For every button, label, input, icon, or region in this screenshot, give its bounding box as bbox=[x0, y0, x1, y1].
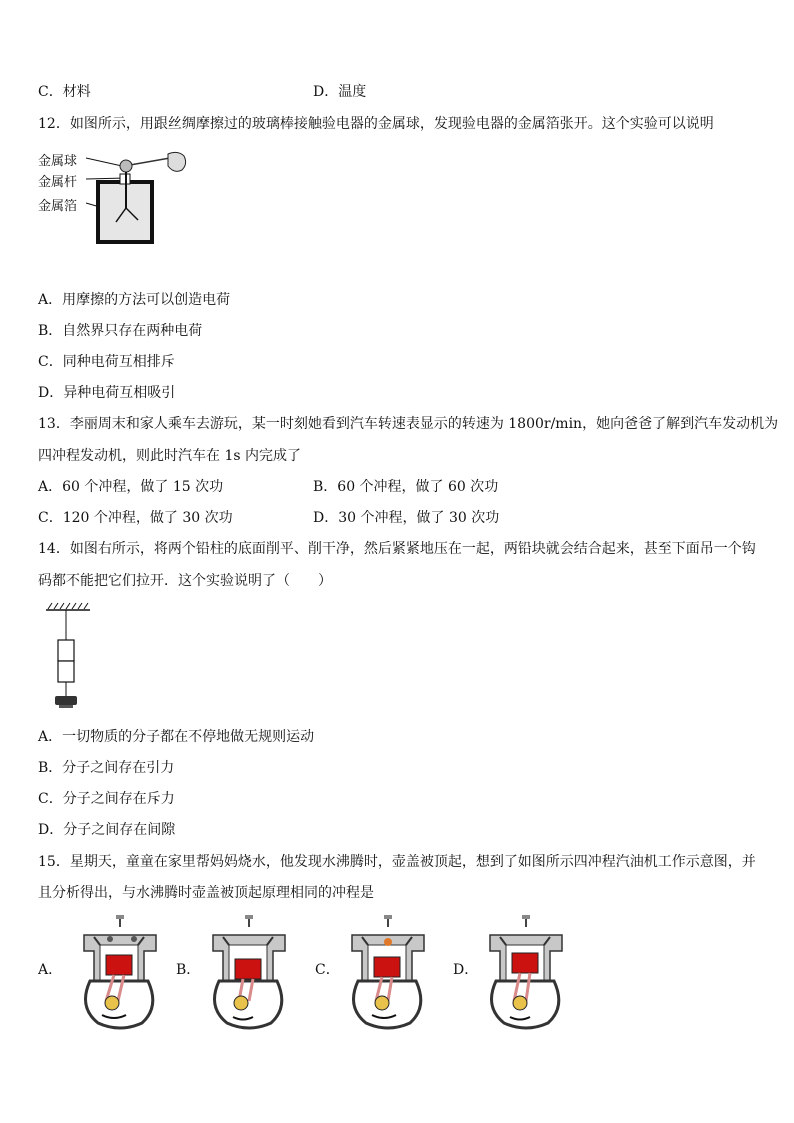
q14-option-d: D．分子之间存在间隙 bbox=[38, 822, 176, 838]
q14-stem-line1: 14．如图右所示，将两个铅柱的底面削平、削干净，然后紧紧地压在一起，两铅块就会结合起来，甚至下面吊一个钩 bbox=[38, 541, 756, 557]
q11-option-d: D．温度 bbox=[313, 84, 367, 100]
q13-option-a: A．60 个冲程，做了 15 次功 bbox=[38, 479, 224, 495]
label-metal-ball: 金属球 bbox=[38, 154, 78, 169]
q15-stem-line1: 15．星期天，童童在家里帮妈妈烧水，他发现水沸腾时，壶盖被顶起，想到了如图所示四冲程汽油机工作示意图，并 bbox=[38, 854, 756, 870]
q12-option-c: C．同种电荷互相排斥 bbox=[38, 354, 175, 370]
engine-diagram-c bbox=[332, 915, 452, 1030]
q12-option-a: A．用摩擦的方法可以创造电荷 bbox=[38, 292, 231, 308]
q13-option-b: B．60 个冲程，做了 60 次功 bbox=[313, 479, 499, 495]
q15-choice-b-letter: B． bbox=[176, 962, 201, 978]
q13-stem-line2: 四冲程发动机，则此时汽车在 1s 内完成了 bbox=[38, 448, 301, 464]
q14-option-c: C．分子之间存在斥力 bbox=[38, 791, 175, 807]
label-metal-rod: 金属杆 bbox=[38, 175, 78, 190]
lead-cylinder-figure bbox=[40, 600, 100, 715]
q14-stem-line2: 码都不能把它们拉开．这个实验说明了（ ） bbox=[38, 573, 332, 589]
label-metal-foil: 金属箔 bbox=[38, 199, 78, 214]
q12-option-b: B．自然界只存在两种电荷 bbox=[38, 323, 203, 339]
q13-option-c: C．120 个冲程，做了 30 次功 bbox=[38, 510, 233, 526]
q15-stem-line2: 且分析得出，与水沸腾时壶盖被顶起原理相同的冲程是 bbox=[38, 885, 374, 901]
engine-diagram-d bbox=[470, 915, 590, 1030]
engine-diagram-a bbox=[64, 915, 184, 1030]
engine-diagram-b bbox=[193, 915, 313, 1030]
q13-option-d: D．30 个冲程，做了 30 次功 bbox=[313, 510, 500, 526]
electroscope-drawing bbox=[38, 148, 208, 248]
q13-stem-line1: 13．李丽周末和家人乘车去游玩，某一时刻她看到汽车转速表显示的转速为 1800r/min，她向爸爸了解到汽车发动机为 bbox=[38, 416, 779, 432]
q15-choice-c-letter: C． bbox=[315, 962, 340, 978]
q11-option-c: C．材料 bbox=[38, 84, 91, 100]
q14-option-a: A．一切物质的分子都在不停地做无规则运动 bbox=[38, 729, 315, 745]
q15-choice-a-letter: A． bbox=[38, 962, 63, 978]
electroscope-figure bbox=[38, 148, 208, 248]
q12-stem: 12．如图所示，用跟丝绸摩擦过的玻璃棒接触验电器的金属球，发现验电器的金属箔张开。这个实验可以说明 bbox=[38, 116, 714, 132]
q15-choice-d-letter: D． bbox=[453, 962, 479, 978]
q14-option-b: B．分子之间存在引力 bbox=[38, 760, 175, 776]
q12-option-d: D．异种电荷互相吸引 bbox=[38, 385, 176, 401]
